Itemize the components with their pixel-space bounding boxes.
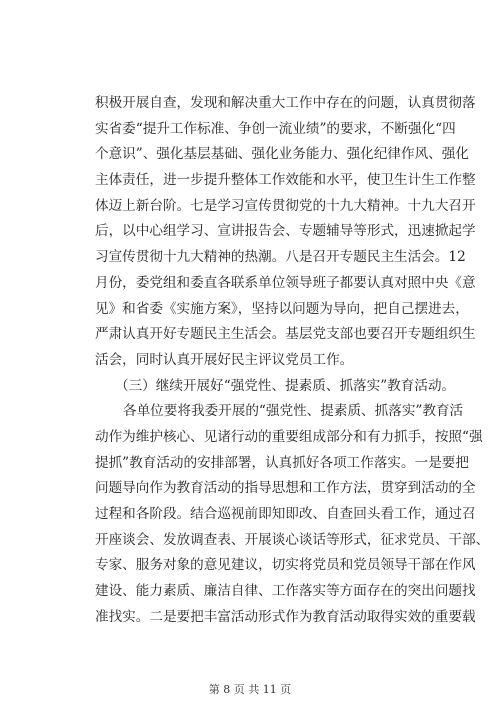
text-line: 开座谈会、发放调查表、开展谈心谈话等形式，征求党员、干部、 — [95, 531, 490, 548]
page-footer — [0, 681, 500, 697]
text-line: 个意识”、强化基层基础、强化业务能力、强化纪律作风、强化 — [95, 146, 469, 163]
text-line: 准找实。二是要把丰富活动形式作为教育活动取得实效的重要载 — [95, 608, 476, 625]
text-line: 主体责任，进一步提升整体工作效能和水平，使卫生计生工作整 — [95, 172, 476, 189]
text-line: 见》和省委《实施方案》，坚持以问题为导向，把自己摆进去， — [95, 300, 469, 317]
text-line: 过程和各阶段。结合巡视前即知即改、自查回头看工作，通过召 — [95, 506, 476, 522]
text-line: 各单位要将我委开展的“强党性、提素质、抓落实”教育活 — [123, 403, 464, 420]
page-number: 第 8 页 共 11 页 — [208, 683, 292, 696]
text-line: 动作为维护核心、见诸行动的重要组成部分和有力抓手，按照“强 — [95, 428, 483, 445]
text-line: 提抓”教育活动的安排部署，认真抓好各项工作落实。一是要把 — [95, 454, 469, 471]
text-line: 积极开展自查，发现和解决重大工作中存在的问题，认真贯彻落 — [95, 95, 476, 111]
text-line: 实省委“提升工作标准、争创一流业绩”的要求，不断强化“四 — [95, 120, 456, 137]
text-line: 月份，委党组和委直各联系单位领导班子都要认真对照中央《意 — [95, 274, 476, 291]
text-line: 体迈上新台阶。七是学习宣传贯彻党的十九大精神。十九大召开 — [95, 197, 476, 214]
text-line: 严肃认真开好专题民主生活会。基层党支部也要召开专题组织生 — [95, 326, 476, 343]
text-line: 后，以中心组学习、宣讲报告会、专题辅导等形式，迅速掀起学 — [95, 223, 476, 240]
text-line: 问题导向作为教育活动的指导思想和工作方法，贯穿到活动的全 — [95, 480, 476, 497]
text-line: 习宣传贯彻十九大精神的热潮。八是召开专题民主生活会。12 — [95, 249, 466, 266]
text-line: 建设、能力素质、廉洁自律、工作落实等方面存在的突出问题找 — [95, 583, 476, 600]
section-heading: （三）继续开展好“强党性、提素质、抓落实”教育活动。 — [115, 377, 456, 394]
text-line: 专家、服务对象的意见建议，切实将党员和党员领导干部在作风 — [95, 557, 476, 574]
text-line: 活会，同时认真开展好民主评议党员工作。 — [95, 351, 354, 368]
body-text — [95, 91, 490, 630]
